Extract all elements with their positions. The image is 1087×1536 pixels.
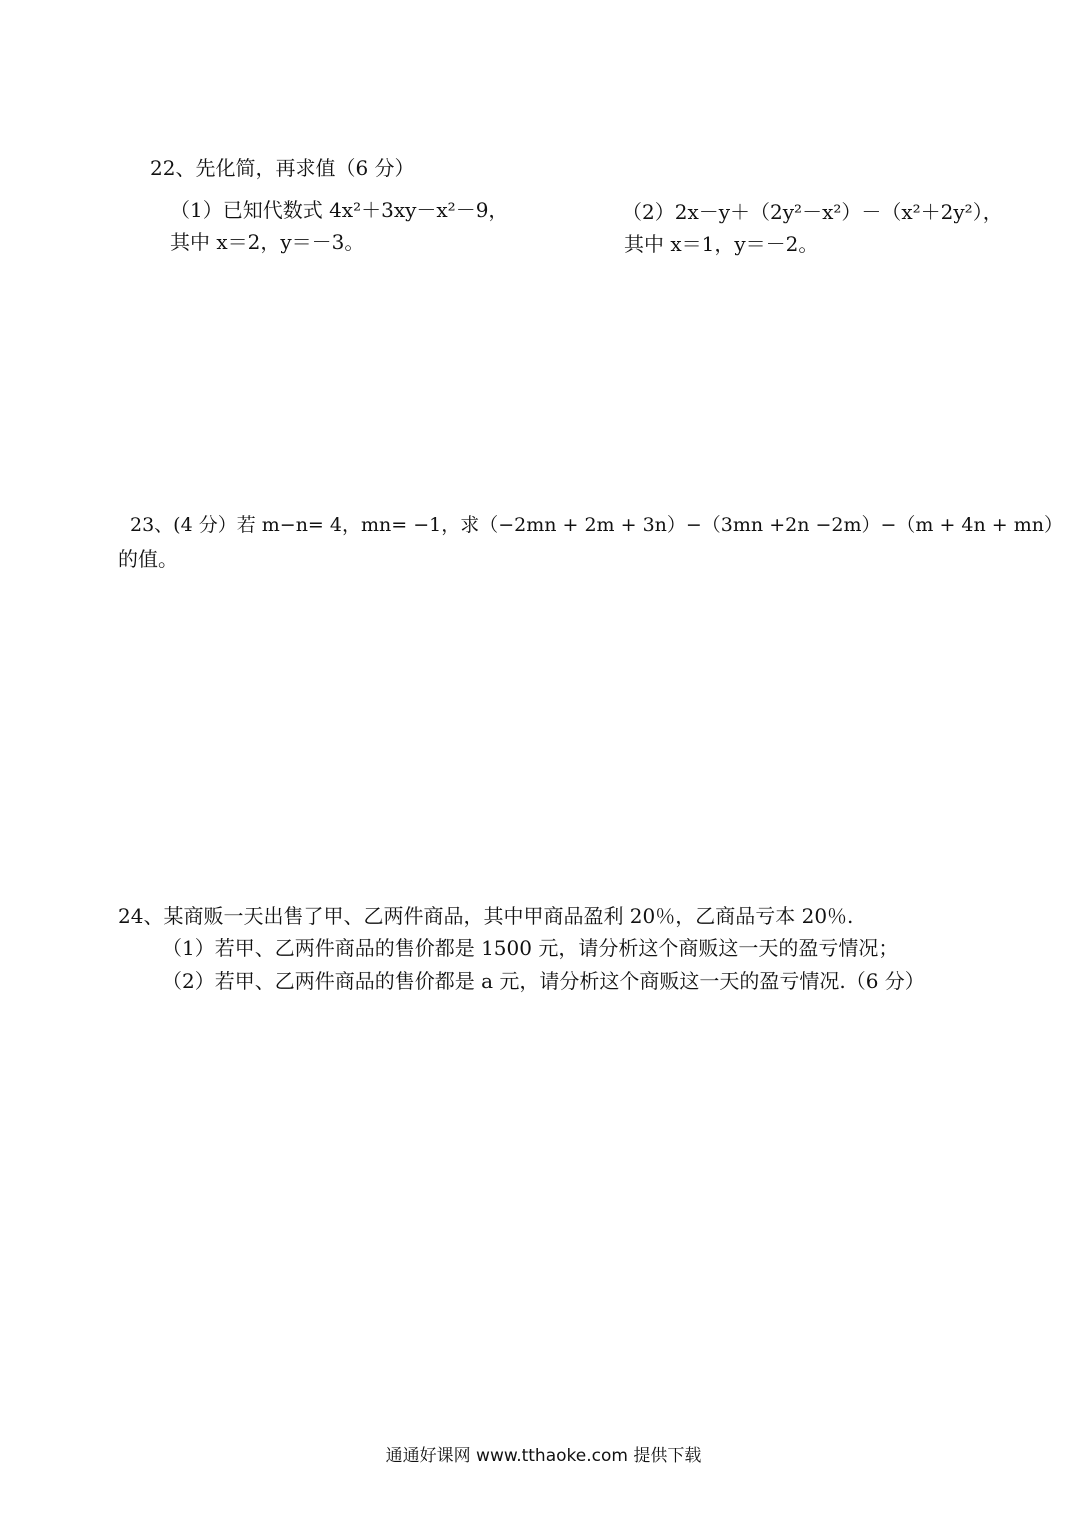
q22-part1-expression: （1）已知代数式 4x²＋3xy－x²－9，: [170, 198, 509, 222]
q23-line1: 23、(4 分）若 m−n= 4，mn= −1，求（−2mn + 2m + 3n）−（3mn +2n −2m）−（m + 4n + mn）: [130, 514, 1064, 536]
q22-part1-condition: 其中 x＝2，y＝－3。: [170, 230, 365, 254]
q23-line2: 的值。: [118, 547, 178, 571]
page-footer: 通通好课网 www.tthaoke.com 提供下载: [385, 1446, 702, 1466]
q22-title: 22、先化简，再求值（6 分）: [150, 156, 415, 180]
q24-line1: 24、某商贩一天出售了甲、乙两件商品，其中甲商品盈利 20％，乙商品亏本 20％.: [118, 904, 854, 928]
q24-line3: （2）若甲、乙两件商品的售价都是 a 元，请分析这个商贩这一天的盈亏情况.（6 分）: [162, 969, 925, 993]
q24-line2: （1）若甲、乙两件商品的售价都是 1500 元，请分析这个商贩这一天的盈亏情况；: [162, 936, 899, 960]
q22-part2-condition: 其中 x＝1，y＝－2。: [624, 232, 819, 256]
q22-part2-expression: （2）2x－y＋（2y²－x²）－（x²＋2y²），: [622, 200, 1003, 224]
